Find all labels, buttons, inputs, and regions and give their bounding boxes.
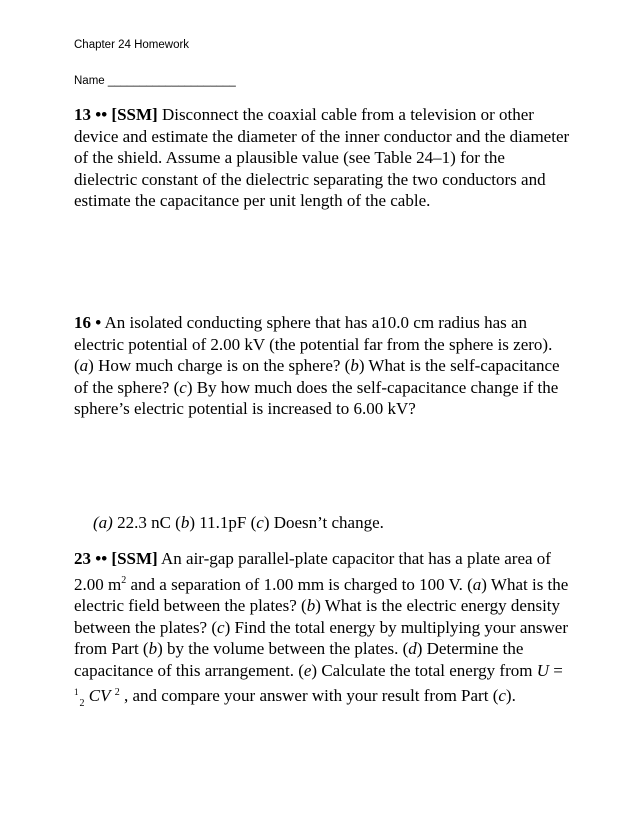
problem-16-line-2: electric potential of 2.00 kV (the potential far from the sphere is zero). (74, 334, 553, 354)
problem-16-text-1: An isolated conducting sphere that has a10.0 cm radius has an (104, 313, 528, 332)
problem-23-line-4 (74, 617, 574, 639)
fraction-denominator: 2 (79, 697, 85, 709)
problem-23-line-3 (74, 595, 574, 617)
problem-23-text-3a: electric field between the plates? ( (74, 596, 307, 616)
problem-13-text-1: Disconnect the coaxial cable from a television or other (161, 105, 534, 124)
problem-23-tag: [SSM] (111, 549, 158, 568)
answer-c-label: c (256, 513, 264, 532)
problem-16-text-4a: of the sphere? ( (74, 377, 180, 397)
problem-23-line-6 (74, 660, 574, 682)
problem-16-number: 16 (74, 313, 91, 332)
name-field-line: Name ____________________ (74, 75, 236, 87)
problem-16-answer: (a) 22.3 nC (b) 11.1pF (c) Doesn’t change. (93, 513, 384, 532)
problem-23-line-1 (74, 548, 574, 570)
voltage-exponent: 2 (114, 686, 120, 698)
problem-23-text-1: An air-gap parallel-plate capacitor that has a plate area of (161, 549, 551, 568)
problem-23-text-2b: ) What is the (481, 574, 569, 594)
problem-13-number: 13 (74, 105, 91, 124)
problem-23 (74, 548, 574, 714)
problem-13-line-5: estimate the capacitance per unit length of the cable. (74, 191, 431, 211)
answer-b-value: 11.1pF (199, 513, 247, 532)
problem-23-text-4a: between the plates? ( (74, 617, 218, 637)
part-b-label: b (350, 356, 359, 376)
problem-23-number: 23 (74, 549, 91, 568)
part-d-label-23: d (408, 639, 417, 659)
problem-23-line-5 (74, 638, 574, 660)
problem-23-text-5b: ) by the volume between the plates. ( (157, 639, 409, 659)
part-c-label-23: c (217, 617, 225, 637)
problem-23-text-5c: ) Determine the (416, 639, 524, 659)
part-c-label: c (179, 377, 187, 397)
problem-13-tag: [SSM] (111, 105, 158, 124)
area-value: 2.00 m (74, 574, 122, 594)
problem-13-line-3: of the shield. Assume a plausible value (see Table 24–1) for the (74, 148, 505, 168)
answer-a-value: 22.3 nC (117, 513, 171, 532)
answer-c-value: Doesn’t change. (273, 513, 384, 532)
equals-sign: = (553, 660, 563, 680)
problem-13-difficulty: •• (95, 105, 108, 124)
problem-23-text-3b: ) What is the electric energy density (315, 596, 561, 616)
part-c-ref-23: c (498, 685, 506, 705)
part-e-label-23: e (303, 660, 312, 680)
document-header-title: Chapter 24 Homework (74, 39, 190, 51)
problem-23-difficulty: •• (95, 549, 108, 568)
problem-16-line-5: sphere’s electric potential is increased to 6.00 kV? (74, 399, 416, 419)
answer-a-label: (a) (93, 513, 113, 532)
problem-23-text-4b: ) Find the total energy by multiplying your answer (224, 617, 568, 637)
fraction-numerator: 1 (74, 686, 79, 697)
problem-16-text-4b: ) By how much does the self-capacitance change if the (186, 377, 559, 397)
problem-13-line-1 (74, 104, 574, 126)
problem-23-text-7b: ). (505, 685, 516, 705)
part-a-label: a (79, 356, 89, 376)
problem-16-line-3: (a) How much charge is on the sphere? (b) What is the self-capacitance (74, 356, 560, 376)
problem-16 (74, 312, 574, 420)
problem-16-text-3a: ) How much charge is on the sphere? ( (88, 356, 351, 376)
part-b-label-23: b (306, 596, 316, 616)
problem-23-line-7 (74, 682, 574, 715)
problem-23-text-6b: ) Calculate the total energy from (311, 660, 533, 680)
problem-23-text-6a: capacitance of this arrangement. ( (74, 660, 304, 680)
problem-23-text-5a: from Part ( (74, 639, 149, 659)
problem-13-line-2: device and estimate the diameter of the inner conductor and the diameter (74, 126, 570, 146)
problem-16-line-4 (74, 377, 574, 399)
answer-b-label: b (180, 513, 190, 532)
problem-13-line-4: dielectric constant of the dielectric separating the two conductors and (74, 169, 546, 189)
problem-16-text-3b: ) What is the self-capacitance (358, 356, 560, 376)
part-b-ref-23: b (148, 639, 158, 659)
energy-formula-cv: CV (88, 685, 111, 705)
area-exponent: 2 (121, 574, 127, 586)
problem-23-text-2a: and a separation of 1.00 mm is charged to 100 V. ( (130, 574, 473, 594)
problem-13 (74, 104, 574, 212)
problem-23-text-7a: , and compare your answer with your result from Part ( (123, 685, 499, 705)
part-a-label-23: a (472, 574, 482, 594)
problem-23-line-2 (74, 574, 574, 596)
problem-16-difficulty: • (95, 313, 102, 332)
problem-16-line-1 (74, 312, 574, 334)
energy-symbol: U (536, 660, 550, 680)
